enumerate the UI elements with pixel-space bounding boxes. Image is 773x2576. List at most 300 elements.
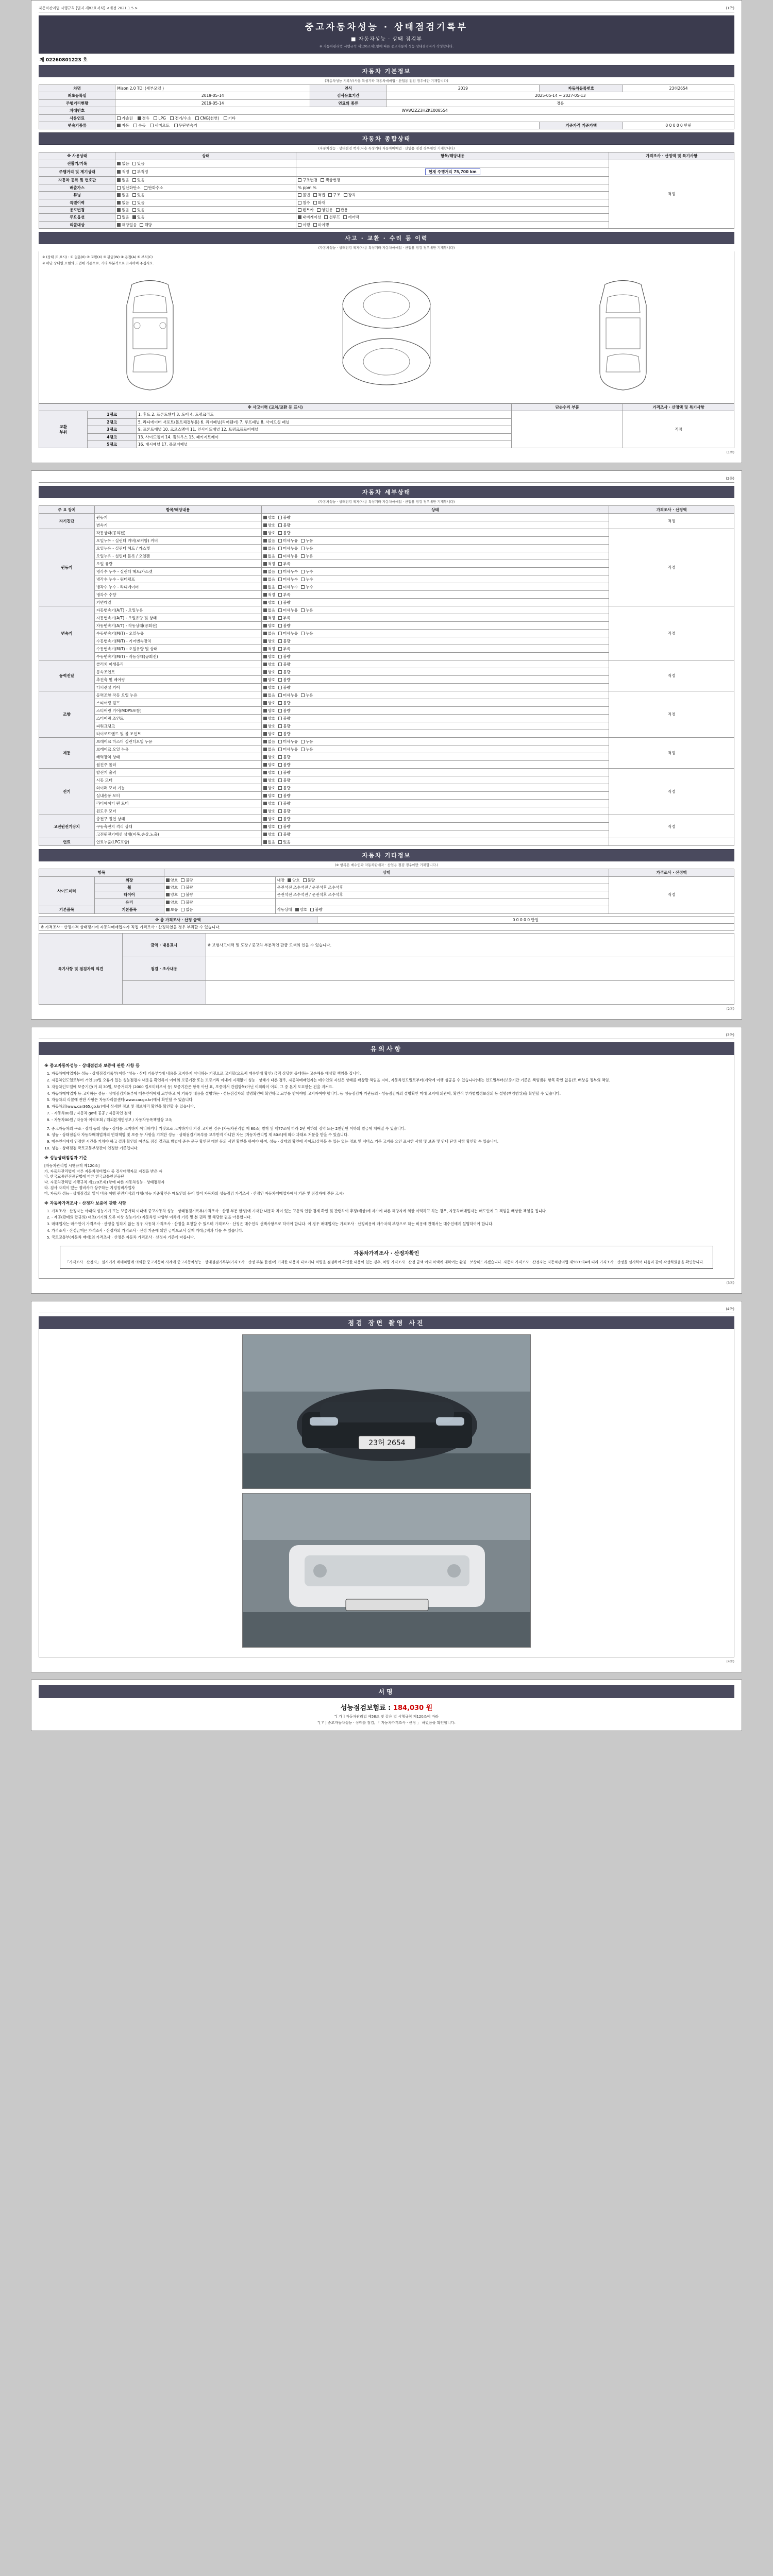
detail-col-right: 가격조사 · 산정액 [609, 506, 734, 514]
checkbox-불량[interactable]: 불량 [278, 523, 291, 528]
detail-right-value: 적정 [609, 514, 734, 529]
checkbox-양호[interactable]: 양호 [263, 523, 276, 528]
checkbox-fuel-diesel[interactable]: 경유 [138, 116, 150, 121]
section-sign-head: 서명 [39, 1685, 734, 1698]
checkbox-부족[interactable]: 부족 [278, 616, 291, 620]
price-title: ※ 총 가격조사 · 산정 금액 [39, 916, 317, 923]
label-mileage: 주행거리현황 [39, 99, 115, 107]
checkbox-미세누유[interactable]: 미세누유 [278, 693, 298, 698]
accident-rank-3: 4랭크 [88, 433, 136, 440]
page-3 [31, 1027, 742, 1294]
label-reg-no: 자동차등록번호 [540, 85, 623, 92]
detail-item-state[interactable] [261, 630, 609, 637]
checkbox-불량[interactable]: 불량 [278, 515, 291, 520]
other-group-basic: 기본품목 [39, 906, 95, 913]
value-use-fuel-checks [115, 114, 734, 122]
table-row [39, 934, 734, 957]
checkbox-없음[interactable]: 없음 [263, 840, 276, 844]
photo-front-image [243, 1335, 531, 1489]
detail-item-label: 디퍼렌셜 기어 [94, 684, 261, 691]
checkbox-양호[interactable]: 양호 [263, 716, 276, 721]
checkbox-적정[interactable]: 적정 [263, 647, 276, 651]
checkbox-양호[interactable]: 양호 [263, 670, 276, 674]
memo-value-0[interactable]: ※ 보험사고이력 및 도장 / 중고차 부분적인 판금 도색의 인을 수 있습니다. [206, 934, 734, 957]
checkbox-없음[interactable]: 없음 [263, 608, 276, 613]
table-row [39, 876, 734, 884]
overall-row-detail-8[interactable]: 이행 미이행 [296, 221, 609, 228]
detail-group-label: 전기 [39, 769, 95, 815]
checkbox-trans-semi[interactable]: 세미오토 [150, 123, 170, 128]
detail-item-state[interactable] [261, 560, 609, 568]
section-accident-head: 사고 · 교환 · 수리 등 이력 [39, 232, 734, 244]
checkbox-적정[interactable]: 적정 [263, 562, 276, 566]
other-state-4[interactable]: 보유 없음 [164, 906, 275, 913]
detail-item-label: 실내송풍 모터 [94, 792, 261, 800]
price-amount: 0 0 0 0 0 만원 [317, 916, 734, 923]
checkbox-icon [263, 833, 267, 836]
detail-item-state[interactable] [261, 722, 609, 730]
checkbox-icon [263, 825, 267, 828]
notice-item: 7. 중고자동차의 구조 · 장치 등의 성능 · 상태를 고지하지 아니하거나 거짓으로 고지하거나 거짓 고지한 경우 [자동차관리법 제 80조] 벌칙 및 제77조에 따라 2년 이하의 징역 또는 2천만원 이하의 벌금에 처해질 수 있습니다. [52, 1126, 729, 1132]
checkbox-미세누유[interactable]: 미세누유 [278, 608, 298, 613]
detail-item-state[interactable] [261, 552, 609, 560]
price-total-table [39, 916, 734, 931]
detail-item-state[interactable] [261, 823, 609, 831]
detail-item-state[interactable] [261, 745, 609, 753]
checkbox-불량[interactable]: 불량 [278, 755, 291, 759]
detail-group-label: 조향 [39, 691, 95, 738]
checkbox-양호[interactable]: 양호 [263, 793, 276, 798]
detail-item-state[interactable] [261, 521, 609, 529]
detail-item-state[interactable] [261, 715, 609, 722]
checkbox-불량[interactable]: 불량 [278, 654, 291, 659]
table-row [39, 838, 734, 846]
checkbox-양호[interactable]: 양호 [263, 762, 276, 767]
checkbox-불량[interactable]: 불량 [278, 623, 291, 628]
detail-item-state[interactable] [261, 699, 609, 707]
checkbox-icon [278, 740, 282, 743]
memo-value-1[interactable] [206, 957, 734, 981]
checkbox-불량[interactable]: 불량 [278, 824, 291, 829]
notice-item: 가. 자동차관리법에 따른 자동차정비업자 중 검사대행자로 지정을 받은 자 [44, 1168, 162, 1174]
checkbox-fuel-gasoline[interactable]: 가솔린 [117, 116, 133, 121]
checkbox-양호[interactable]: 양호 [263, 623, 276, 628]
detail-item-state[interactable] [261, 815, 609, 823]
other-state-3[interactable]: 양호 불량 [164, 899, 275, 906]
detail-item-state[interactable] [261, 575, 609, 583]
notice-list-1 [52, 1071, 729, 1123]
checkbox-icon [263, 724, 267, 728]
detail-item-state[interactable] [261, 637, 609, 645]
docnum-value: 02260801223 [45, 58, 81, 63]
overall-row-state-0[interactable]: 없음 있음 [115, 160, 296, 167]
detail-item-state[interactable] [261, 807, 609, 815]
checkbox-양호[interactable]: 양호 [263, 809, 276, 814]
checkbox-fuel-etc[interactable]: 기타 [224, 116, 236, 121]
checkbox-icon [301, 632, 305, 635]
checkbox-누유[interactable]: 누유 [301, 554, 313, 558]
detail-item-state[interactable] [261, 614, 609, 622]
checkbox-icon [278, 763, 282, 767]
overall-right-value: 적정 [609, 160, 734, 228]
checkbox-적정[interactable]: 적정 [263, 616, 276, 620]
memo-sub-0: 금액 · 내용표시 [122, 934, 206, 957]
detail-item-label: 스티어링 기어(MDPS포함) [94, 707, 261, 715]
overall-row-state-3[interactable]: 일산화탄소 탄화수소 [115, 184, 296, 191]
appraiser-confirmation-box [60, 1246, 713, 1269]
checkbox-icon [263, 763, 267, 767]
checkbox-trans-manual[interactable]: 수동 [133, 123, 146, 128]
overall-row-state-6[interactable]: 없음 있음 [115, 206, 296, 213]
overall-row-detail-6[interactable]: 렌트카 영업용 관용 [296, 206, 609, 213]
checkbox-icon [301, 585, 305, 589]
other-state-2[interactable]: 양호 불량 [164, 891, 275, 899]
accident-rank-val-1: 5. 라디에이터 서포트(볼트체결부품) 6. 쿼터패널(리어휀더) 7. 루프패널 8. 사이드실 패널 [136, 418, 511, 426]
detail-item-label: 클러치 어셈블리 [94, 660, 261, 668]
detail-item-state[interactable] [261, 691, 609, 699]
detail-item-state[interactable] [261, 622, 609, 630]
checkbox-불량[interactable]: 불량 [278, 732, 291, 736]
checkbox-누유[interactable]: 누유 [301, 693, 313, 698]
overall-row-state-5[interactable]: 없음 있음 [115, 199, 296, 206]
overall-row-label-4: 튜닝 [39, 192, 115, 199]
checkbox-미세누수[interactable]: 미세누수 [278, 577, 298, 582]
checkbox-양호[interactable]: 양호 [263, 662, 276, 667]
table-header-row [39, 152, 734, 160]
checkbox-불량[interactable]: 불량 [278, 670, 291, 674]
checkbox-icon [263, 686, 267, 689]
checkbox-양호[interactable]: 양호 [263, 708, 276, 713]
detail-item-label: 자동변속기(A/T) - 작동상태(공회전) [94, 622, 261, 630]
document-subtitle: ■ 자동차성능 · 상태 점검부 [351, 37, 422, 42]
other-state-1b: 운전석전 조수석전 / 운전석후 조수석후 [275, 884, 609, 891]
checkbox-icon [301, 748, 305, 751]
notice-item: 4. 가격조사 · 산정금액은 가격조사 · 산정자의 가격조사 · 산정 기준에 의한 금액으로서 실제 거래금액과 다를 수 있습니다. [52, 1228, 729, 1234]
checkbox-있음[interactable]: 있음 [278, 840, 291, 844]
overall-row-detail-1 [296, 167, 609, 177]
checkbox-없음[interactable]: 없음 [263, 585, 276, 589]
checkbox-불량[interactable]: 불량 [278, 708, 291, 713]
checkbox-없음[interactable]: 없음 [263, 569, 276, 574]
checkbox-icon [278, 655, 282, 658]
detail-item-state[interactable] [261, 591, 609, 599]
label-fuel: 연료의 종류 [310, 99, 386, 107]
checkbox-icon [278, 817, 282, 821]
detail-item-state[interactable] [261, 545, 609, 552]
detail-col-main: 주 요 장치 [39, 506, 95, 514]
checkbox-불량[interactable]: 불량 [278, 817, 291, 821]
overall-row-detail-4[interactable]: 불법 적법 구조 장치 [296, 192, 609, 199]
value-reg-no: 23허2654 [623, 85, 734, 92]
basic-info-table [39, 84, 734, 129]
detail-item-state[interactable] [261, 792, 609, 800]
checkbox-양호[interactable]: 양호 [263, 600, 276, 605]
checkbox-불량[interactable]: 불량 [278, 531, 291, 535]
checkbox-icon [263, 778, 267, 782]
memo-value-2[interactable] [206, 981, 734, 1005]
checkbox-icon [278, 755, 282, 759]
page-2 [31, 470, 742, 1020]
table-row [39, 691, 734, 699]
overall-col-1: ※ 사용상태 [39, 152, 115, 160]
checkbox-불량[interactable]: 불량 [278, 701, 291, 705]
section-notice-head: 유의사항 [39, 1042, 734, 1055]
appraiser-confirm-text: 「가격조사 · 산정자」 실시기가 매매차량에 의뢰한 중고자동차 사례에 중고자동차성능 · 상태점검기록부(가격조사 · 산정 부분 한정)에 기재한 내용과 다르거나 차량을 점검하여 확인한 내용이 있는 경우, 차량 가격조사 · 산정 금액 이외 차액에 대하여는 환불 · 보상해드리겠습니다. 자동차 가격조사 · 산정자는 자동차관리법 제58조의4에 따라 가격조사 · 산정을 실시하여 다음과 같이 작성하였음을 확인합니다. [65, 1260, 704, 1264]
document-number-line [40, 56, 733, 63]
checkbox-불량[interactable]: 불량 [278, 662, 291, 667]
fee-line [39, 1698, 734, 1713]
checkbox-양호[interactable]: 양호 [263, 801, 276, 806]
checkbox-양호[interactable]: 양호 [263, 755, 276, 759]
detail-item-label: 수동변속기(M/T) - 기어변속장치 [94, 637, 261, 645]
detail-item-state[interactable] [261, 653, 609, 660]
detail-item-state[interactable] [261, 831, 609, 838]
document-title: 중고자동차성능 · 상태점검기록부 [305, 22, 468, 32]
checkbox-icon [263, 663, 267, 666]
overall-row-label-2: 자동차 등록 및 번호판 [39, 177, 115, 184]
section-basic-head: 자동차 기본정보 [39, 65, 734, 77]
checkbox-trans-cvt[interactable]: 무단변속기 [174, 123, 197, 128]
overall-row-state-4[interactable]: 없음 있음 [115, 192, 296, 199]
table-row [39, 981, 734, 1005]
other-label-4: 기본품목 [94, 906, 164, 913]
checkbox-icon [278, 732, 282, 736]
detail-item-label: 동력조향 작동 오일 누유 [94, 691, 261, 699]
detail-item-label: 오일누유 - 실린더 블록 / 오일팬 [94, 552, 261, 560]
detail-item-state[interactable] [261, 730, 609, 738]
detail-item-state[interactable] [261, 838, 609, 846]
detail-item-state[interactable] [261, 784, 609, 792]
detail-item-state[interactable] [261, 668, 609, 676]
overall-row-detail-2[interactable]: 구조변경 색상변경 [296, 177, 609, 184]
overall-state-table [39, 152, 734, 229]
checkbox-누수[interactable]: 누수 [301, 585, 313, 589]
detail-item-label: 충전구 절연 상태 [94, 815, 261, 823]
detail-group-label: 고전원전기장치 [39, 815, 95, 838]
detail-item-label: 타이로드엔드 및 볼 조인트 [94, 730, 261, 738]
checkbox-양호[interactable]: 양호 [263, 724, 276, 728]
detail-item-label: 스티어링 펌프 [94, 699, 261, 707]
detail-item-state[interactable] [261, 800, 609, 807]
overall-row-detail-5[interactable]: 침수 화재 [296, 199, 609, 206]
other-state-0b[interactable]: 내장 양호 불량 [275, 876, 609, 884]
checkbox-미세누수[interactable]: 미세누수 [278, 585, 298, 589]
detail-item-state[interactable] [261, 583, 609, 591]
page-number: (1쪽) [726, 6, 734, 10]
checkbox-불량[interactable]: 불량 [278, 770, 291, 775]
checkbox-양호[interactable]: 양호 [263, 786, 276, 790]
detail-item-label: 구동축전지 격리 상태 [94, 823, 261, 831]
checkbox-미세누유[interactable]: 미세누유 [278, 631, 298, 636]
detail-item-state[interactable] [261, 738, 609, 745]
checkbox-불량[interactable]: 불량 [278, 786, 291, 790]
checkbox-불량[interactable]: 불량 [278, 778, 291, 783]
overall-row-state-2[interactable]: 없음 있음 [115, 177, 296, 184]
detail-item-label: 자동변속기(A/T) - 오일누유 [94, 606, 261, 614]
overall-col-2: 상태 [115, 152, 296, 160]
checkbox-icon [278, 786, 282, 790]
checkbox-불량[interactable]: 불량 [278, 677, 291, 682]
checkbox-누유[interactable]: 누유 [301, 747, 313, 752]
appraiser-confirm-title: 자동차가격조사 · 산정자확인 [354, 1250, 419, 1257]
detail-group-label: 변속기 [39, 606, 95, 660]
detail-item-state[interactable] [261, 676, 609, 684]
checkbox-icon [301, 547, 305, 550]
checkbox-부족[interactable]: 부족 [278, 647, 291, 651]
checkbox-불량[interactable]: 불량 [278, 639, 291, 643]
fee-label: 성능점검보험료 : [340, 1704, 391, 1713]
fee-amount: 184,030 원 [393, 1704, 433, 1713]
checkbox-없음[interactable]: 없음 [263, 739, 276, 744]
checkbox-불량[interactable]: 불량 [278, 801, 291, 806]
detail-item-state[interactable] [261, 761, 609, 769]
detail-item-state[interactable] [261, 514, 609, 521]
notice-s3-title: ※ 자동차가격조사 · 산정자 보증에 관한 사항 [44, 1200, 126, 1206]
checkbox-미세누유[interactable]: 미세누유 [278, 538, 298, 543]
checkbox-없음[interactable]: 없음 [263, 577, 276, 582]
overall-row-state-8[interactable]: 해당없음 해당 [115, 221, 296, 228]
detail-right-value: 적정 [609, 606, 734, 660]
overall-row-state-1[interactable]: 적정 부적정 [115, 167, 296, 177]
notice-item: 10. 성능 · 상태점검 국토교통부장관이 인정한 기준입니다. [52, 1146, 729, 1151]
checkbox-미세누유[interactable]: 미세누유 [278, 739, 298, 744]
label-trans: 변속기종류 [39, 122, 115, 129]
detail-item-state[interactable] [261, 645, 609, 653]
detail-item-state[interactable] [261, 568, 609, 575]
detail-item-state[interactable] [261, 660, 609, 668]
checkbox-양호[interactable]: 양호 [263, 732, 276, 736]
checkbox-미세누유[interactable]: 미세누유 [278, 747, 298, 752]
checkbox-양호[interactable]: 양호 [263, 685, 276, 690]
checkbox-fuel-lpg[interactable]: LPG [154, 116, 166, 121]
checkbox-없음[interactable]: 없음 [263, 747, 276, 752]
page-2-right: (2쪽) [726, 477, 734, 481]
section-basic-sub: (자동차성능 기록부(사용 특성기타 자동차매매업 · 산업용 점검 경우에만 기재합니다) [325, 79, 448, 83]
other-state-1[interactable]: 양호 불량 [164, 884, 275, 891]
detail-item-label: 작동상태(공회전) [94, 529, 261, 537]
memo-sub-1: 점검 · 조사내용 [122, 957, 206, 981]
checkbox-양호[interactable]: 양호 [263, 778, 276, 783]
checkbox-불량[interactable]: 불량 [278, 762, 291, 767]
checkbox-미세누유[interactable]: 미세누유 [278, 546, 298, 551]
checkbox-양호[interactable]: 양호 [263, 824, 276, 829]
other-label-2: 타이어 [94, 891, 164, 899]
other-state-0[interactable]: 양호 불량 [164, 876, 275, 884]
checkbox-양호[interactable]: 양호 [263, 531, 276, 535]
checkbox-없음[interactable]: 없음 [263, 538, 276, 543]
checkbox-누유[interactable]: 누유 [301, 546, 313, 551]
checkbox-trans-auto[interactable]: 자동 [117, 123, 129, 128]
other-state-4b[interactable]: 작동상태 양호 불량 [275, 906, 609, 913]
checkbox-icon [278, 709, 282, 713]
checkbox-icon [263, 531, 267, 535]
checkbox-누수[interactable]: 누수 [301, 569, 313, 574]
checkbox-양호[interactable]: 양호 [263, 770, 276, 775]
checkbox-없음[interactable]: 없음 [263, 546, 276, 551]
checkbox-icon [263, 771, 267, 774]
checkbox-양호[interactable]: 양호 [263, 677, 276, 682]
overall-col-3: 항목/해당내용 [296, 152, 609, 160]
checkbox-양호[interactable]: 양호 [263, 639, 276, 643]
checkbox-icon [278, 523, 282, 527]
section-detail-head: 자동차 세부상태 [39, 486, 734, 498]
detail-item-label: 와이퍼 모터 기능 [94, 784, 261, 792]
other-info-table [39, 869, 734, 913]
page-2-top-note [39, 476, 734, 483]
detail-item-label: 등속조인트 [94, 668, 261, 676]
detail-item-state[interactable] [261, 537, 609, 545]
checkbox-적정[interactable]: 적정 [263, 592, 276, 597]
checkbox-fuel-cng[interactable]: CNG(천연) [195, 116, 219, 121]
checkbox-icon [301, 608, 305, 612]
checkbox-부족[interactable]: 부족 [278, 562, 291, 566]
detail-item-state[interactable] [261, 707, 609, 715]
svg-text:23허 2654: 23허 2654 [368, 1439, 406, 1448]
detail-item-state[interactable] [261, 606, 609, 614]
checkbox-icon [278, 670, 282, 674]
overall-row-detail-7[interactable]: 내비게이션 선루프 에어백 [296, 214, 609, 221]
checkbox-누유[interactable]: 누유 [301, 739, 313, 744]
checkbox-양호[interactable]: 양호 [263, 515, 276, 520]
checkbox-불량[interactable]: 불량 [278, 832, 291, 837]
checkbox-부족[interactable]: 부족 [278, 592, 291, 597]
checkbox-미세누유[interactable]: 미세누유 [278, 554, 298, 558]
checkbox-불량[interactable]: 불량 [278, 809, 291, 814]
checkbox-없음[interactable]: 없음 [263, 554, 276, 558]
checkbox-불량[interactable]: 불량 [278, 600, 291, 605]
checkbox-불량[interactable]: 불량 [278, 685, 291, 690]
checkbox-불량[interactable]: 불량 [278, 793, 291, 798]
detail-item-state[interactable] [261, 599, 609, 606]
checkbox-미세누수[interactable]: 미세누수 [278, 569, 298, 574]
checkbox-양호[interactable]: 양호 [263, 817, 276, 821]
checkbox-icon [301, 693, 305, 697]
detail-item-state[interactable] [261, 753, 609, 761]
checkbox-누유[interactable]: 누유 [301, 608, 313, 613]
sign-foot-1: "[ 가 ] 자동차관리법 제58조 및 같은 법 시행규칙 제120조에 따라 [334, 1715, 439, 1719]
checkbox-불량[interactable]: 불량 [278, 716, 291, 721]
page-1-footer-mark: (1쪽) [726, 450, 734, 455]
memo-table [39, 933, 734, 1005]
checkbox-없음[interactable]: 없음 [263, 631, 276, 636]
table-row [39, 85, 734, 92]
checkbox-누유[interactable]: 누유 [301, 631, 313, 636]
checkbox-누수[interactable]: 누수 [301, 577, 313, 582]
checkbox-없음[interactable]: 없음 [263, 693, 276, 698]
detail-item-state[interactable] [261, 684, 609, 691]
detail-item-state[interactable] [261, 769, 609, 776]
checkbox-양호[interactable]: 양호 [263, 701, 276, 705]
checkbox-fuel-electric[interactable]: 전기/수소 [170, 116, 191, 121]
checkbox-불량[interactable]: 불량 [278, 724, 291, 728]
accident-rank-val-0: 1. 후드 2. 프론트휀더 3. 도어 4. 트렁크리드 [136, 411, 511, 418]
detail-item-state[interactable] [261, 776, 609, 784]
checkbox-icon [278, 554, 282, 558]
detail-item-state[interactable] [261, 529, 609, 537]
form-reference: 자동차관리법 시행규칙 [별지 제82호서식] <개정 2021.1.5.> [39, 6, 138, 10]
detail-item-label: 오일누유 - 실린더 커버(로커암) 커버 [94, 537, 261, 545]
checkbox-양호[interactable]: 양호 [263, 654, 276, 659]
overall-row-state-7[interactable]: 없음 있음 [115, 214, 296, 221]
label-year: 연식 [310, 85, 386, 92]
detail-item-label: 원동기 [94, 514, 261, 521]
checkbox-양호[interactable]: 양호 [263, 832, 276, 837]
detail-item-label: 오일 유량 [94, 560, 261, 568]
checkbox-누유[interactable]: 누유 [301, 538, 313, 543]
checkbox-icon [263, 840, 267, 844]
other-state-3b [275, 899, 609, 906]
checkbox-icon [278, 833, 282, 836]
